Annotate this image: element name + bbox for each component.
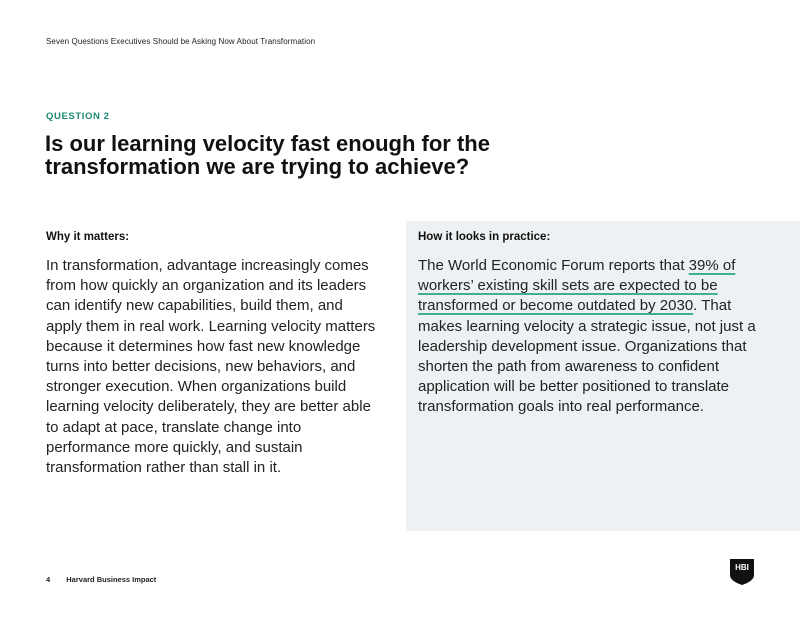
- page-title: [45, 132, 645, 178]
- in-practice-heading: How it looks in practice:: [418, 231, 551, 243]
- why-it-matters-heading: Why it matters:: [46, 231, 130, 243]
- page-number: 4: [46, 575, 51, 584]
- running-header: Seven Questions Executives Should be Asking Now About Transformation: [46, 37, 316, 46]
- statistic-highlight: 39% of workers’ existing skill sets are expected to be transformed or become outdated by 2030: [418, 257, 736, 315]
- hbi-shield-logo-icon: [729, 558, 755, 586]
- in-practice-body: [418, 256, 778, 418]
- in-practice-text-end: . That makes learning velocity a strategic issue, not just a leadership development issue. Organizations that shorten the path from awareness to confident application will be better positioned to translate transformation goals into real performance.: [418, 297, 756, 416]
- in-practice-column: [418, 231, 778, 418]
- why-it-matters-text: In transformation, advantage increasingly comes from how quickly an organization and its leaders can identify new capabilities, build them, and apply them in real work. Learning velocity matters because it determines how fast new knowledge turns into better decisions, new behaviors, and stronger execution. When organizations build learning velocity deliberately, they are better able to adapt at pace, translate change into performance more quickly, and sustain transformation rather than stall in it.: [46, 257, 376, 477]
- title-line-1: Is our learning velocity fast enough for the: [45, 131, 490, 156]
- why-it-matters-column: [46, 231, 376, 478]
- footer-brand: Harvard Business Impact: [66, 575, 157, 584]
- in-practice-text-start: The World Economic Forum reports that: [418, 257, 689, 274]
- why-it-matters-body: [46, 256, 376, 478]
- in-practice-text: [418, 256, 778, 418]
- footer: [46, 575, 156, 584]
- title-line-2: transformation we are trying to achieve?: [45, 154, 470, 179]
- question-label: QUESTION 2: [46, 111, 110, 122]
- logo-text: HBI: [735, 563, 749, 572]
